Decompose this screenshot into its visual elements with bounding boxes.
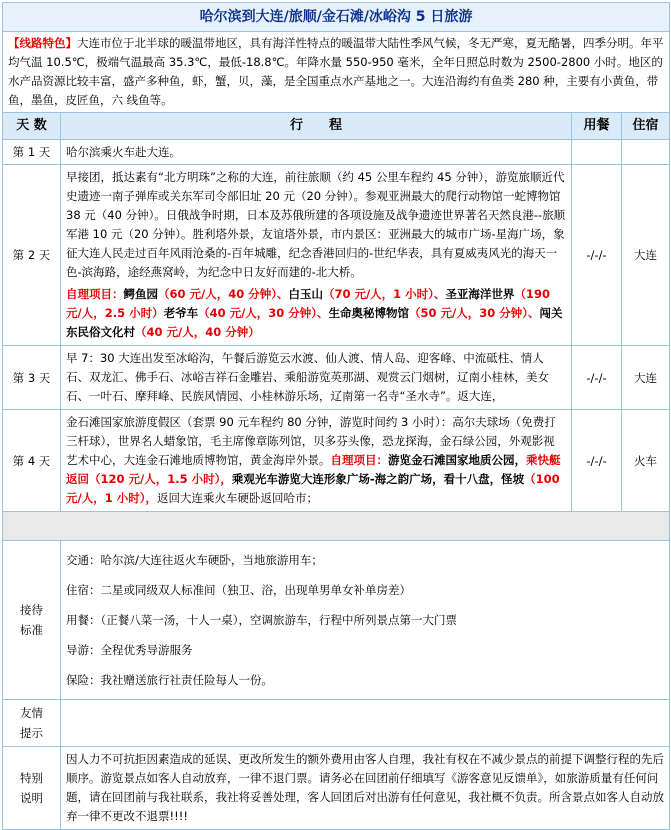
intro-text: 大连市位于北半球的暖温带地区，具有海洋性特点的暖温带大陆性季风气候，冬无严寒，夏无酷暑，四季分明。年平均气温 10.5℃，极端气温最高 35.3℃，最低-18.8℃。年降水量 550-950 毫米，全年日照总时数为 2500-2800 小时。地区的水产品资源比较丰富，盛产多种鱼，虾，蟹，贝，藻，是全国重点水产基地之一。大连沿海约有鱼类 280 种，主要有小黄鱼，带鱼，墨鱼，皮匠鱼，六 线鱼等。 [8, 36, 664, 107]
tips-label: 友情提示 [3, 700, 61, 747]
service-item: 住宿：二星或同级双人标准间（独卫、浴，出现单男单女补单房差） [66, 583, 411, 597]
day-meal: -/-/- [572, 346, 622, 410]
optional-item: 游览金石滩国家地质公园， [388, 453, 526, 467]
optional-price: （190 元/人，2.5 小时） [66, 287, 550, 320]
day-text: 早接团，抵达素有“北方明珠”之称的大连，前往旅顺（约 45 公里车程约 45 分钟），游览旅顺近代史遗迹一南子弹库或关东军司令部旧址 20 元（20 分钟）。参观亚洲最大的爬行动物馆一蛇博物馆 38 元（40 分钟）。日俄战争时期，日本及苏俄所建的各项设施及战争遗迹世界著名天然良港--旅顺军港 10 元（20 分钟）。胜利塔外景，友谊塔外景，市内景区：亚洲最大的城市广场-星海广场，象征大连人民走过百年风雨沧桑的-百年城雕，纪念香港回归的-世纪华表，具有夏威夷风光的海天一色-滨海路，途经燕窝岭，为纪念中日友好而建的-北大桥。 [66, 170, 566, 279]
notes-text: 因人力不可抗拒因素造成的延误、更改所发生的额外费用由客人自理，我社有权在不减少景点的前提下调整行程的先后顺序。游览景点如客人自动放弃，一律不退门票。请务必在回团前仔细填写《游客意见反馈单》，如旅游质量有任何问题，请在回团前与我社联系，我社将妥善处理，客人回团后对出游有任何意见，我社概不负责。所含景点如客人自动放弃一律不更改不退票!!!! [61, 747, 670, 830]
optional-item: 鳄鱼园 [123, 287, 158, 301]
optional-price: （40 元/人，40 分钟） [135, 325, 260, 339]
spacer-row [3, 512, 670, 541]
service-item: 交通：哈尔滨/大连往返火车硬卧，当地旅游用车； [66, 553, 323, 567]
optional-label: 自理项目： [66, 287, 124, 301]
service-item: 保险：我社赠送旅行社责任险每人一份。 [66, 673, 273, 687]
day-row-1 [3, 140, 670, 165]
day-meal: -/-/- [572, 410, 622, 512]
optional-item: 白玉山 [288, 287, 323, 301]
service-label: 接待标准 [3, 541, 61, 700]
day-row-3 [3, 346, 670, 410]
service-item: 导游：全程优秀导游服务 [66, 643, 193, 657]
intro-label: 【线路特色】 [8, 36, 77, 50]
optional-price: （70 元/人，1 小时）、 [322, 287, 446, 301]
optional-label: 自理项目： [330, 453, 388, 467]
intro-row [3, 32, 670, 113]
tips-row [3, 700, 670, 747]
day-stay: 火车 [622, 410, 670, 512]
day-meal [572, 140, 622, 165]
tips-text [61, 700, 670, 747]
optional-item: 生命奥秘博物馆 [328, 306, 410, 320]
day-text-cell [61, 165, 572, 346]
optional-item: 圣亚海洋世界 [445, 287, 515, 301]
day-row-4 [3, 410, 670, 512]
header-day: 天 数 [3, 113, 61, 140]
optional-item: 闯关东民俗文化村 [66, 306, 563, 339]
service-item: 用餐：（正餐八菜一汤，十人一桌），空调旅游车，行程中所列景点第一大门票 [66, 613, 457, 627]
optional-item: 老爷车 [163, 306, 199, 320]
day-label: 第 4 天 [3, 410, 61, 512]
header-itinerary: 行 程 [61, 113, 572, 140]
day-stay [622, 140, 670, 165]
day-tail: 返回大连乘火车硬卧返回哈市； [156, 491, 318, 505]
day-label: 第 3 天 [3, 346, 61, 410]
spacer [3, 512, 670, 541]
header-meal: 用餐 [572, 113, 622, 140]
header-stay: 住宿 [622, 113, 670, 140]
optional-price: （60 元/人，40 分钟）、 [158, 287, 289, 301]
notes-row [3, 747, 670, 830]
optional-price: （100 元/人，1 小时）， [66, 472, 560, 505]
day-label: 第 1 天 [3, 140, 61, 165]
service-row [3, 541, 670, 700]
optional-items [66, 285, 566, 342]
notes-label: 特别说明 [3, 747, 61, 830]
day-row-2 [3, 165, 670, 346]
optional-item: 乘观光车游览大连形象广场-海之韵广场，看十八盘，怪坡 [231, 472, 525, 486]
day-text-cell [61, 410, 572, 512]
optional-price: （40 元/人，30 分钟）、 [198, 306, 329, 320]
day-stay: 大连 [622, 346, 670, 410]
optional-price: （50 元/人，30 分钟）、 [409, 306, 540, 320]
day-text: 早 7：30 大连出发至冰峪沟，午餐后游览云水渡、仙人渡、情人岛、迎客峰、中流砥柱、情人石、双龙汇、佛手石、冰峪吉祥石金雕岩、乘船游览英那湖、观赏云门烟树，辽南小桂林，美女石、一叶石、摩拜峰、民族风情园、小桂林游乐场，辽南第一名寺“圣水寺”。返大连， [61, 346, 572, 410]
day-meal: -/-/- [572, 165, 622, 346]
day-label: 第 2 天 [3, 165, 61, 346]
day-text: 金石滩国家旅游度假区（套票 90 元车程约 80 分钟，游览时间约 3 小时）：高尔夫球场（免费打三杆球），世界名人蜡象馆，毛主席像章陈列馆，贝多芬头像，恐龙探海，金石绿公园，外观影视艺术中心，大连金石滩地质博物馆，黄金海岸外景。 [66, 415, 556, 467]
optional-price: 乘快艇返回（120 元/人，1.5 小时）， [66, 453, 561, 486]
page-title: 哈尔滨到大连/旅顺/金石滩/冰峪沟 5 日旅游 [3, 3, 670, 32]
day-stay: 大连 [622, 165, 670, 346]
service-items [61, 541, 670, 700]
day-text: 哈尔滨乘火车赴大连。 [61, 140, 572, 165]
tour-table [2, 2, 670, 830]
